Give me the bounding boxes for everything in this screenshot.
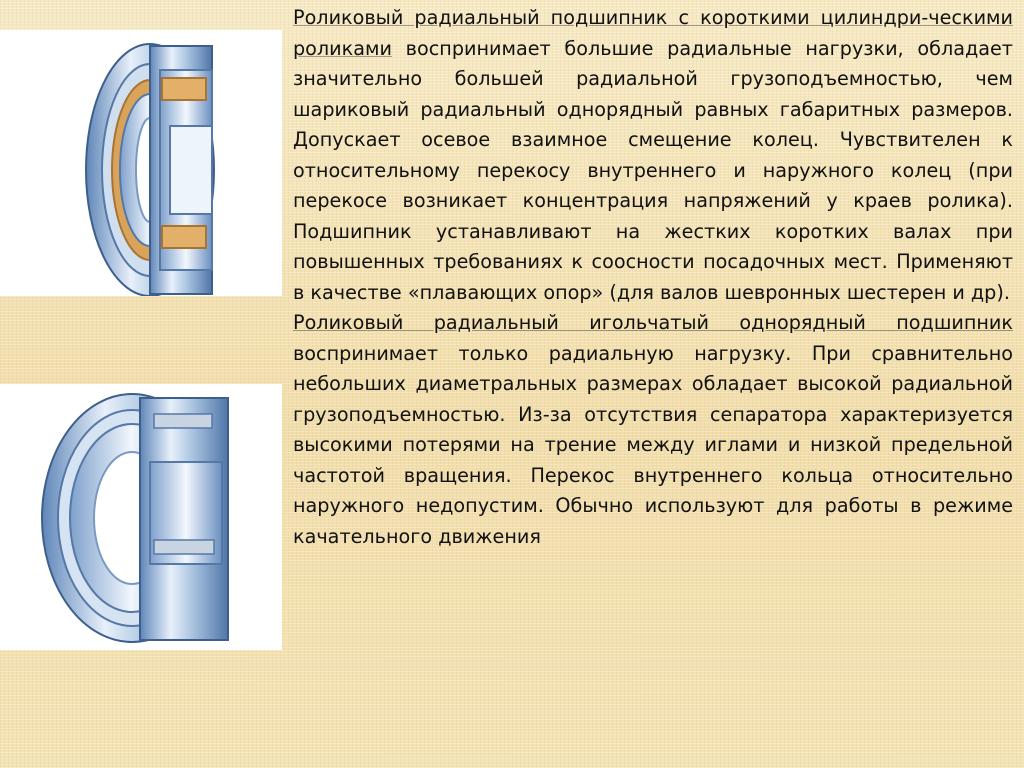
paragraph-needle-roller-bearing [293, 308, 1013, 552]
paragraph-body: воспринимает большие радиальные нагрузки, обладает значительно большей радиальной грузоподъемностью, чем шариковый радиальный однорядный равных габаритных размеров. Допускает осевое взаимное смещение колец. Чувствителен к относительному перекосу внутреннего и наружного колец (при перекосе возникает концентрация напряжений у краев ролика). Подшипник устанавливают на жестких коротких валах при повышенных требованиях к соосности посадочных мест. Применяют в качестве «плавающих опор» (для валов шевронных шестерен и др). [293, 36, 1013, 304]
paragraph-lead: Роликовый радиальный игольчатый однорядный подшипник [293, 311, 1013, 334]
cylindrical-roller-bearing-image [0, 30, 282, 296]
needle-roller-bearing-icon [0, 384, 282, 650]
needle-roller-bearing-image [0, 384, 282, 650]
text-column [293, 3, 1013, 552]
paragraph-cylindrical-roller-bearing [293, 3, 1013, 308]
paragraph-lead: Роликовый радиальный подшипник с короткими цилиндри-ческими роликами [293, 6, 1013, 60]
paragraph-body: воспринимает только радиальную нагрузку. При сравнительно небольших диаметральных размерах обладает высокой радиальной грузоподъемностью. Из-за отсутствия сепаратора характеризуется высокими потерями на трение между иглами и низкой предельной частотой вращения. Перекос внутреннего кольца относительно наружного недопустим. Обычно используют для работы в режиме качательного движения [293, 341, 1013, 548]
cylindrical-roller-bearing-icon [0, 30, 282, 296]
